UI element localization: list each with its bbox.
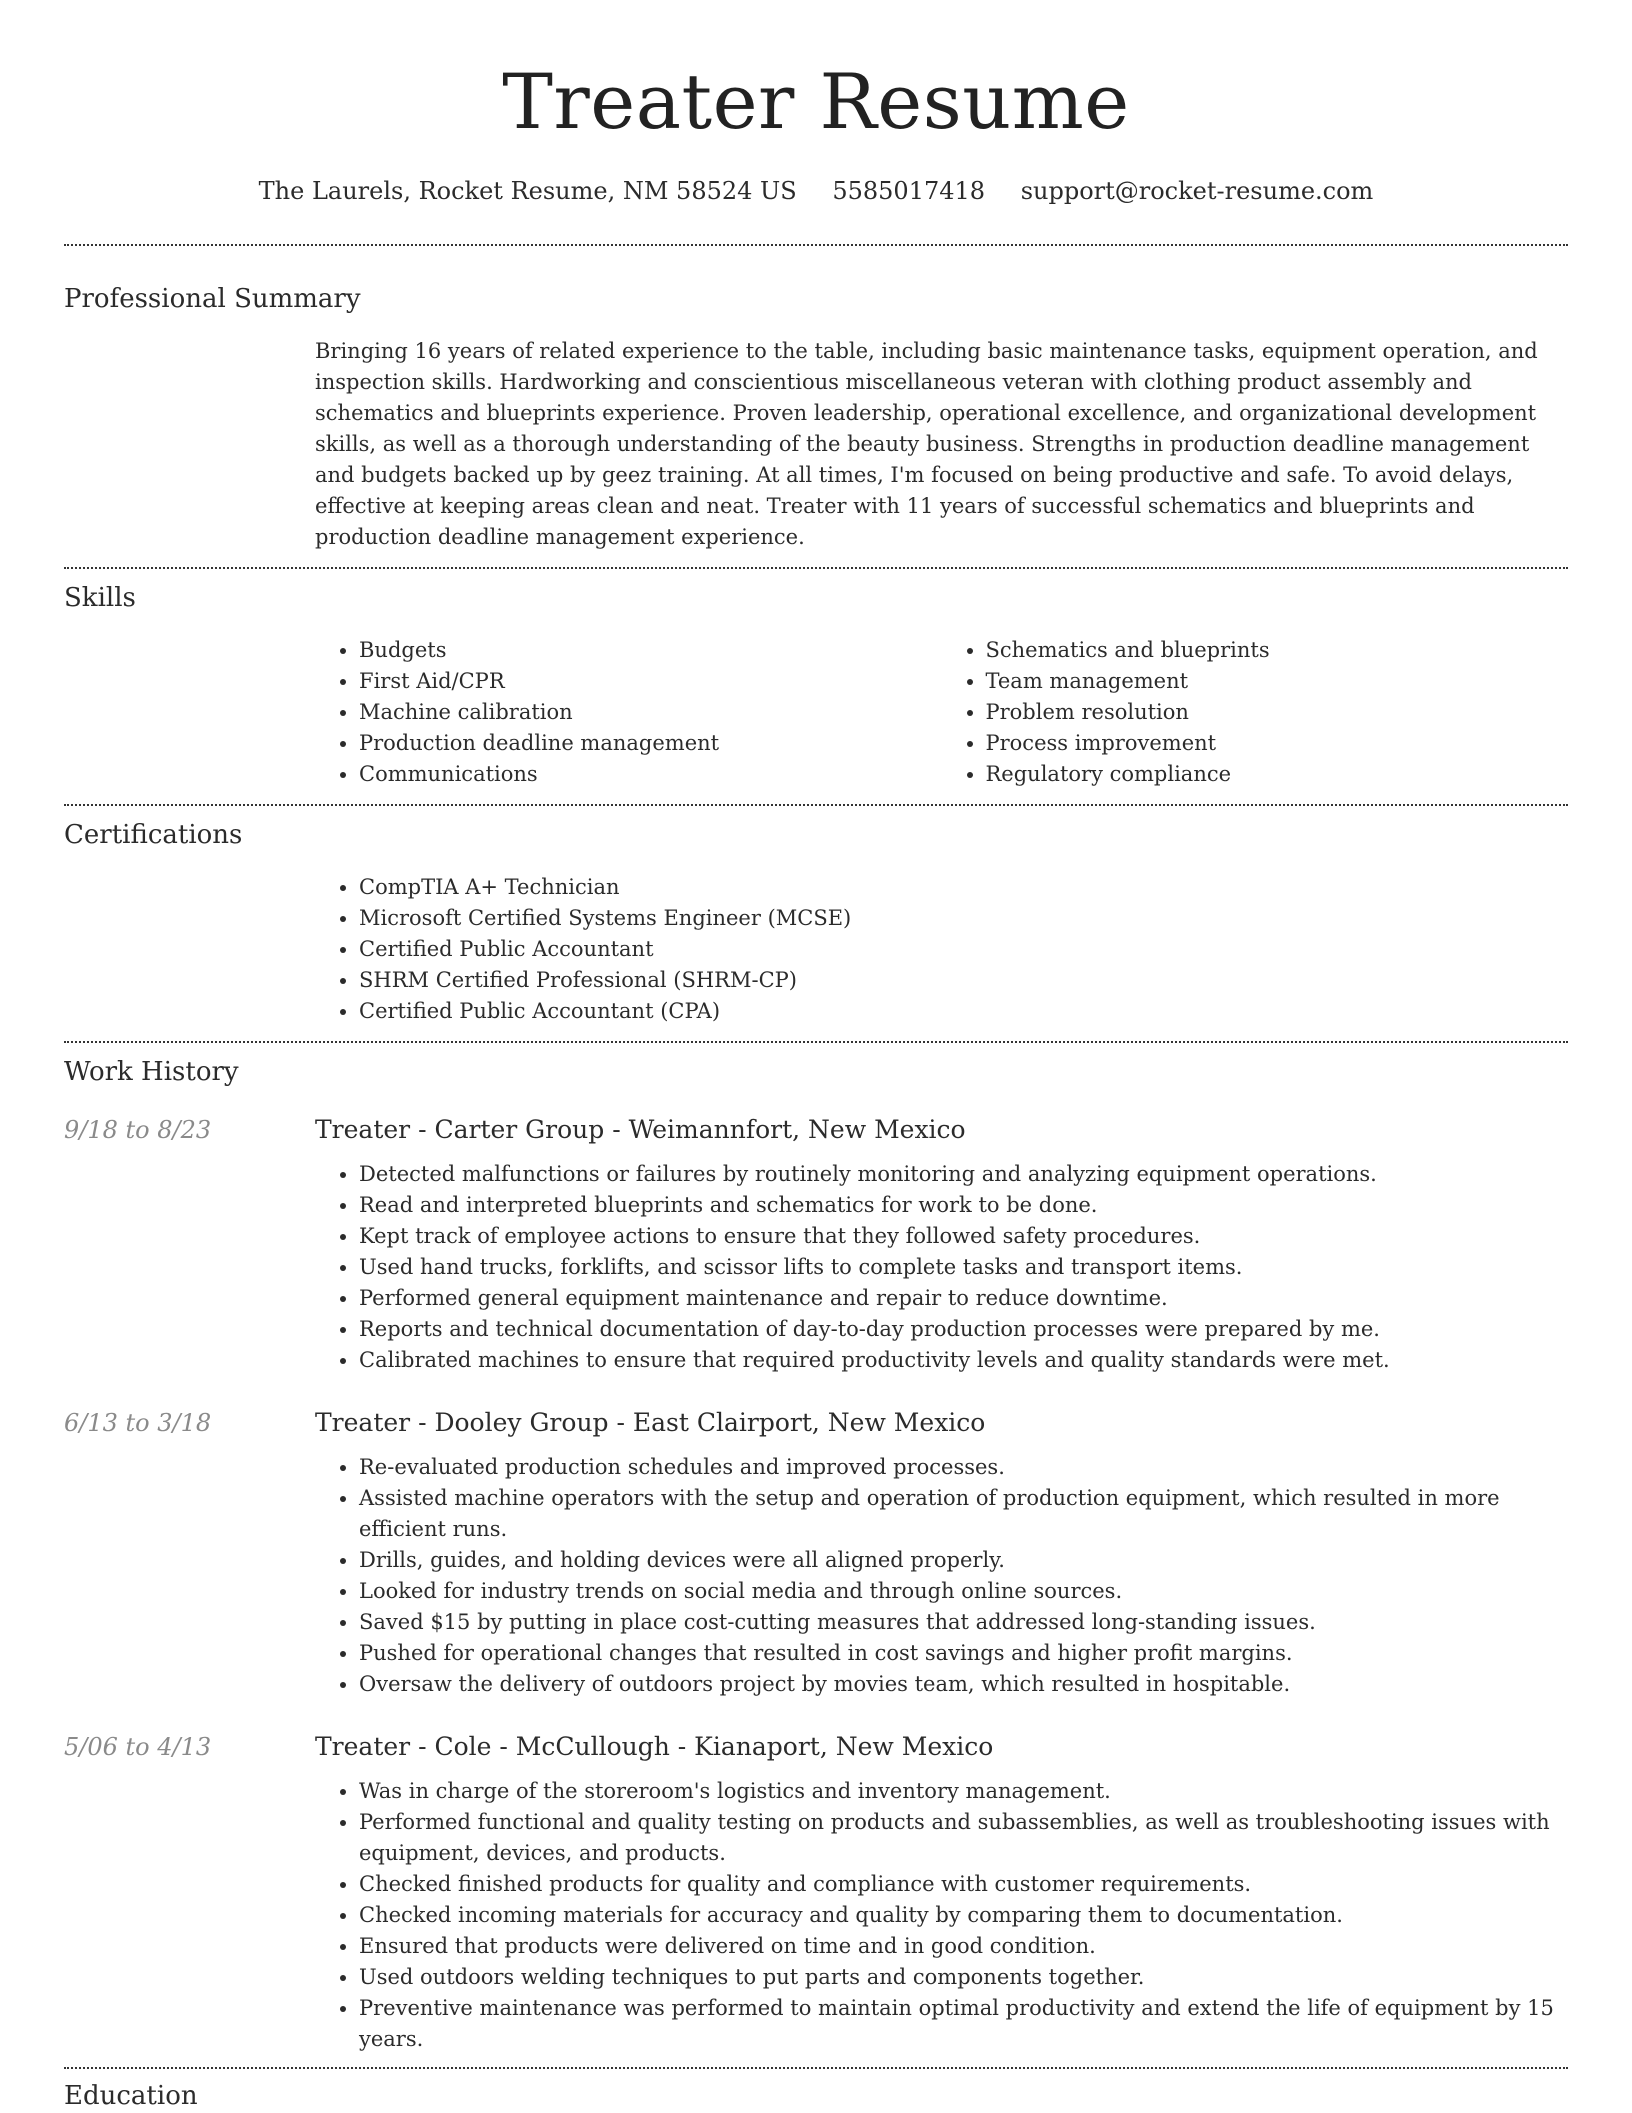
job-duty: • Pushed for operational changes that resulted in cost savings and higher profit margins.: [359, 1638, 1568, 1669]
skills-section: [64, 569, 1568, 790]
job-duties-list: [315, 1776, 1568, 2055]
job-duties: [315, 1776, 1568, 2055]
certification-item: • Certified Public Accountant (CPA): [359, 996, 1568, 1027]
job-dates: 5/06 to 4/13: [64, 1733, 212, 1761]
job-duties: [315, 1452, 1568, 1700]
phone: 5585017418: [832, 177, 986, 205]
address: The Laurels, Rocket Resume, NM 58524 US: [258, 177, 797, 205]
job-duty: • Re-evaluated production schedules and improved processes.: [359, 1452, 1568, 1483]
job-duty: • Preventive maintenance was performed to maintain optimal productivity and extend the life of equipment by 15 years.: [359, 1993, 1568, 2055]
job-duty: • Detected malfunctions or failures by routinely monitoring and analyzing equipment operations.: [359, 1159, 1568, 1190]
education-section: [64, 2069, 1568, 2113]
work-history-section: [64, 1043, 1568, 2055]
summary-text: Bringing 16 years of related experience to the table, including basic maintenance tasks, equipment operation, and inspection skills. Hardworking and conscientious miscellaneous veteran with clothing product assembly and schematics and blueprints experience. Proven leadership, operational excellence, and organizational development skills, as well as a thorough understanding of the beauty business. Strengths in production deadline management and budgets backed up by geez training. At all times, I'm focused on being productive and safe. To avoid delays, effective at keeping areas clean and neat. Treater with 11 years of successful schematics and blueprints and production deadline management experience.: [315, 339, 1538, 549]
skill-item: • Problem resolution: [986, 697, 1569, 728]
job-header: [64, 1113, 1568, 1147]
job-duty: • Ensured that products were delivered on time and in good condition.: [359, 1931, 1568, 1962]
job-duty: • Assisted machine operators with the setup and operation of production equipment, which resulted in more efficient runs.: [359, 1483, 1568, 1545]
job-duties: [315, 1159, 1568, 1376]
certifications-title: Certifications: [64, 820, 243, 850]
skill-item: • First Aid/CPR: [359, 666, 942, 697]
skills-list-left: [315, 635, 942, 790]
certification-item: • SHRM Certified Professional (SHRM-CP): [359, 965, 1568, 996]
job-duty: • Checked incoming materials for accuracy and quality by comparing them to documentation.: [359, 1900, 1568, 1931]
education-title: Education: [64, 2081, 198, 2111]
job-duty: • Used outdoors welding techniques to put parts and components together.: [359, 1962, 1568, 1993]
certifications-body: [315, 872, 1568, 1027]
job-entry: [64, 1730, 1568, 2055]
skill-item: • Budgets: [359, 635, 942, 666]
skill-item: • Team management: [986, 666, 1569, 697]
job-duty: • Drills, guides, and holding devices were all aligned properly.: [359, 1545, 1568, 1576]
skill-item: • Process improvement: [986, 728, 1569, 759]
job-duties-list: [315, 1452, 1568, 1700]
summary-body: [315, 336, 1568, 553]
job-entry: [64, 1113, 1568, 1376]
summary-title: Professional Summary: [64, 284, 361, 314]
skill-item: • Schematics and blueprints: [986, 635, 1569, 666]
skills-list-right: [942, 635, 1569, 790]
job-duty: • Reports and technical documentation of day-to-day production processes were prepared by me.: [359, 1314, 1568, 1345]
skill-item: • Production deadline management: [359, 728, 942, 759]
certification-item: • CompTIA A+ Technician: [359, 872, 1568, 903]
job-duty: • Read and interpreted blueprints and schematics for work to be done.: [359, 1190, 1568, 1221]
job-duty: • Saved $15 by putting in place cost-cutting measures that addressed long-standing issues.: [359, 1607, 1568, 1638]
job-duties-list: [315, 1159, 1568, 1376]
job-header: [64, 1730, 1568, 1764]
summary-section: [64, 246, 1568, 553]
certification-item: • Certified Public Accountant: [359, 934, 1568, 965]
job-duty: • Oversaw the delivery of outdoors project by movies team, which resulted in hospitable.: [359, 1669, 1568, 1700]
skill-item: • Regulatory compliance: [986, 759, 1569, 790]
job-duty: • Performed functional and quality testing on products and subassemblies, as well as troubleshooting issues with equipment, devices, and products.: [359, 1807, 1568, 1869]
skills-body: [315, 635, 1568, 790]
job-header: [64, 1406, 1568, 1440]
skills-title: Skills: [64, 583, 136, 613]
job-duty: • Was in charge of the storeroom's logistics and inventory management.: [359, 1776, 1568, 1807]
certifications-section: [64, 806, 1568, 1027]
job-duty: • Performed general equipment maintenance and repair to reduce downtime.: [359, 1283, 1568, 1314]
certifications-list: [315, 872, 1568, 1027]
job-dates: 9/18 to 8/23: [64, 1116, 212, 1144]
certification-item: • Microsoft Certified Systems Engineer (MCSE): [359, 903, 1568, 934]
email: support@rocket-resume.com: [1020, 177, 1374, 205]
skill-item: • Communications: [359, 759, 942, 790]
job-dates: 6/13 to 3/18: [64, 1409, 212, 1437]
job-duty: • Looked for industry trends on social media and through online sources.: [359, 1576, 1568, 1607]
job-duty: • Kept track of employee actions to ensure that they followed safety procedures.: [359, 1221, 1568, 1252]
job-duty: • Used hand trucks, forklifts, and scissor lifts to complete tasks and transport items.: [359, 1252, 1568, 1283]
resume-name: Treater Resume: [502, 57, 1130, 146]
job-title: Treater - Carter Group - Weimannfort, New Mexico: [315, 1115, 966, 1144]
job-duty: • Calibrated machines to ensure that required productivity levels and quality standards were met.: [359, 1345, 1568, 1376]
job-title: Treater - Dooley Group - East Clairport, New Mexico: [315, 1408, 986, 1437]
job-title: Treater - Cole - McCullough - Kianaport, New Mexico: [315, 1732, 994, 1761]
job-entry: [64, 1406, 1568, 1700]
contact-line: [64, 174, 1568, 208]
job-duty: • Checked finished products for quality and compliance with customer requirements.: [359, 1869, 1568, 1900]
skill-item: • Machine calibration: [359, 697, 942, 728]
resume-header: [64, 50, 1568, 208]
work-history-title: Work History: [64, 1057, 239, 1087]
